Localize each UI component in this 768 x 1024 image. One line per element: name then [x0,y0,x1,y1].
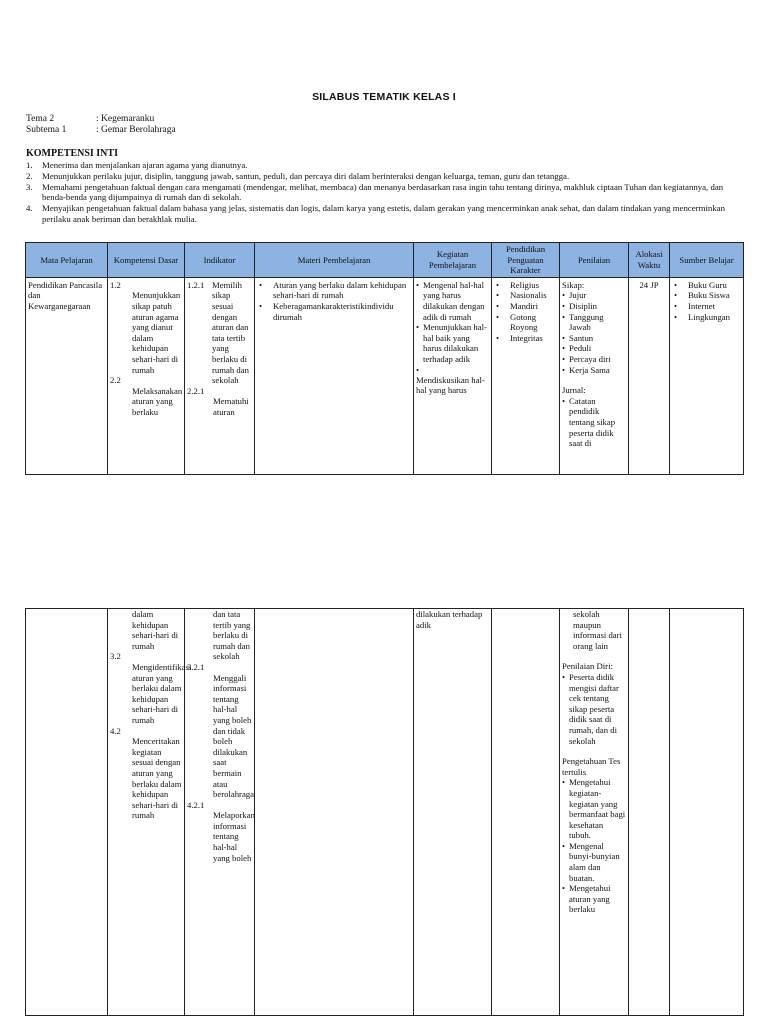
header-alokasi-waktu: Alokasi Waktu [629,243,670,278]
indikator-text: Memilih sikap sesuai dengan aturan dan tata tertib yang berlaku di rumah dan sekolah [212,279,249,386]
kd-number: 4.2 [110,725,121,736]
header-sumber-belajar: Sumber Belajar [670,243,744,278]
list-item [26,171,746,182]
meta-key: Subtema 1 [26,125,67,135]
spacer [562,651,626,661]
kegiatan-text: dilakukan terhadap adik [416,609,483,630]
kd-text: Melaksanakan aturan yang berlaku [132,385,183,417]
indikator-number: 2.2.1 [187,385,205,396]
cell-sumber-belajar [670,609,744,1016]
kompetensi-inti-list [26,160,746,225]
item-text: Menunjukkan perilaku jujur, disiplin, tanggung jawab, santun, peduli, dan percaya diri dalam berinteraksi dengan keluarga, teman, guru dan tetangga. [42,170,570,181]
cell-mata-pelajaran [26,609,108,1016]
cell-indikator [185,277,255,474]
list-item: • Integritas [494,333,557,344]
list-item: • Percaya diri [562,354,626,365]
spacer [562,375,626,385]
cell-alokasi-waktu [629,277,670,474]
cell-materi [255,609,414,1016]
sumber-list [672,280,741,322]
cell-mata-pelajaran [26,277,108,474]
penilaian-diri-label: Penilaian Diri: [562,661,613,672]
meta-row-tema [26,114,176,125]
item-text: Memahami pengetahuan faktual dengan cara mengamati (mendengar, melihat, membaca) dan menanya berdasarkan rasa ingin tahu tentang dirinya, makhluk ciptaan Tuhan dan kegiatannya, dan benda-benda yang dijumpainya di rumah dan di sekolah. [42,181,724,203]
cell-kegiatan [414,277,492,474]
indikator-text: dan tata tertib yang berlaku di rumah dan sekolah [213,609,251,662]
pengetahuan-label: Pengetahuan Tes tertulis [562,756,621,777]
penilaian-sikap-label: Sikap: [562,279,585,290]
list-item: • Mengenal bunyi-bunyian alam dan buatan. [562,841,626,883]
indikator-item [187,662,252,673]
kd-text: Menceritakan kegiatan sesuai dengan aturan yang berlaku dalam kehidupan sehari-hari di rumah [132,736,182,821]
cell-penilaian [560,277,629,474]
indikator-item [187,280,252,386]
list-item: • Buku Guru [672,280,741,291]
cell-kegiatan [414,609,492,1016]
list-item: • Keberagamankarakteristikindividu dirumah [257,301,411,322]
item-text: Menyajikan pengetahuan faktual dalam bahasa yang jelas, sistematis dan logis, dalam karya yang estetis, dalam gerakan yang mencerminkan anak sehat, dan dalam tindakan yang mencerminkan perilaku anak beriman dan berakhlak mulia. [42,203,725,224]
header-penilaian: Penilaian [560,243,629,278]
penilaian-jurnal-list [562,396,626,449]
kd-text: dalam kehidupan sehari-hari di rumah [132,609,179,651]
indikator-item [187,386,252,397]
list-item [26,182,746,204]
document-title: SILABUS TEMATIK KELAS I [312,91,456,103]
cell-penilaian [560,609,629,1016]
kd-text: Mengidentifikasi aturan yang berlaku dalam kehidupan sehari-hari di rumah [132,661,192,725]
spacer [416,365,489,375]
indikator-text: Melaporkan informasi tentang hal-hal yang boleh [213,810,255,863]
meta-value: : Kegemaranku [96,114,155,124]
list-item: • Mengetahui kegiatan-kegiatan yang bermanfaat bagi kesehatan tubuh. [562,777,626,841]
kd-item [110,651,182,662]
indikator-text: Mematuhi aturan [213,396,249,417]
indikator-number: 3.2.1 [187,661,205,672]
kd-item [110,280,182,291]
header-indikator: Indikator [185,243,255,278]
list-item: • Buku Siswa [672,290,741,301]
list-item: • Nasionalis [494,290,557,301]
cell-kompetensi-dasar [108,609,192,1016]
karakter-list [494,280,557,344]
kd-number: 2.2 [110,375,121,386]
header-kompetensi-dasar: Kompetensi Dasar [108,243,185,278]
kegiatan-text: Mendiskusikan hal-hal yang harus [416,374,485,396]
indikator-item [187,800,252,811]
meta-value: : Gemar Berolahraga [96,125,176,135]
list-item: • Menunjukkan hal-hal baik yang harus dilakukan terhadap adik [416,322,489,364]
list-item: • Mengenal hal-hal yang harus dilakukan dengan adik di rumah [416,280,489,322]
header-kegiatan: Kegiatan Pembelajaran [414,243,492,278]
table-header-row [26,243,744,278]
penilaian-text: sekolah maupun informasi dari orang lain [573,609,622,651]
penilaian-sikap-list [562,290,626,375]
item-number: 1. [26,160,33,170]
kd-number: 3.2 [110,651,121,662]
list-item: • Lingkungan [672,312,741,323]
kd-item [110,726,182,737]
list-item: • Peduli [562,343,626,354]
cell-alokasi-waktu [629,609,670,1016]
list-item: • Kerja Sama [562,365,626,376]
header-materi: Materi Pembelajaran [255,243,414,278]
cell-materi [255,277,414,474]
list-item: • Mengetahui aturan yang berlaku [562,883,626,915]
list-item [26,160,746,171]
item-number: 4. [26,203,33,214]
indikator-number: 4.2.1 [187,799,205,810]
list-item: • Tanggung Jawab [562,312,626,333]
list-item [26,203,746,225]
header-mata-pelajaran: Mata Pelajaran [26,243,108,278]
theme-info [26,114,176,136]
pengetahuan-list [562,777,626,915]
mapel-text: Pendidikan Pancasila dan Kewarganegaraan [28,279,103,311]
list-item: • Gotong Royong [494,312,557,333]
item-number: 3. [26,181,33,192]
meta-key: Tema 2 [26,114,55,124]
item-number: 2. [26,170,33,181]
list-item: • Disiplin [562,301,626,312]
kompetensi-inti-heading: KOMPETENSI INTI [26,148,118,159]
header-karakter: Pendidikan Penguatan Karakter [492,243,560,278]
list-item: • Santun [562,333,626,344]
indikator-text: Menggali informasi tentang hal-hal yang boleh dan tidak boleh dilakukan saat bermain atau berolahraga [213,672,254,800]
syllabus-table-page-2 [25,608,744,1016]
list-item: • Mandiri [494,301,557,312]
cell-kompetensi-dasar [108,277,185,474]
kd-item [110,375,182,386]
kd-text: Menunjukkan sikap patuh aturan agama yang dianut dalam kehidupan sehari-hari di rumah [132,290,181,375]
meta-row-subtema [26,125,176,136]
indikator-number: 1.2.1 [187,279,205,290]
list-item: • Jujur [562,290,626,301]
list-item: • Aturan yang berlaku dalam kehidupan sehari-hari di rumah [257,280,411,301]
cell-indikator [185,609,255,1016]
table-row [26,277,744,474]
list-item: • Internet [672,301,741,312]
item-text: Menerima dan menjalankan ajaran agama yang dianutnya. [42,160,248,170]
materi-list [257,280,411,322]
syllabus-table-page-1 [25,242,744,475]
cell-karakter [492,609,560,1016]
kegiatan-list [416,280,489,365]
kd-number: 1.2 [110,279,121,290]
list-item: • Peserta didik mengisi daftar cek tentang sikap peserta didik saat di rumah, dan di sekolah [562,672,626,746]
penilaian-diri-list [562,672,626,746]
table-row [26,609,744,1016]
list-item: • Religius [494,280,557,291]
cell-sumber-belajar [670,277,744,474]
spacer [562,746,626,756]
cell-karakter [492,277,560,474]
list-item: • Catatan pendidik tentang sikap peserta didik saat di [562,396,626,449]
alokasi-text: 24 JP [639,279,659,290]
penilaian-jurnal-label: Jurnal: [562,385,586,396]
